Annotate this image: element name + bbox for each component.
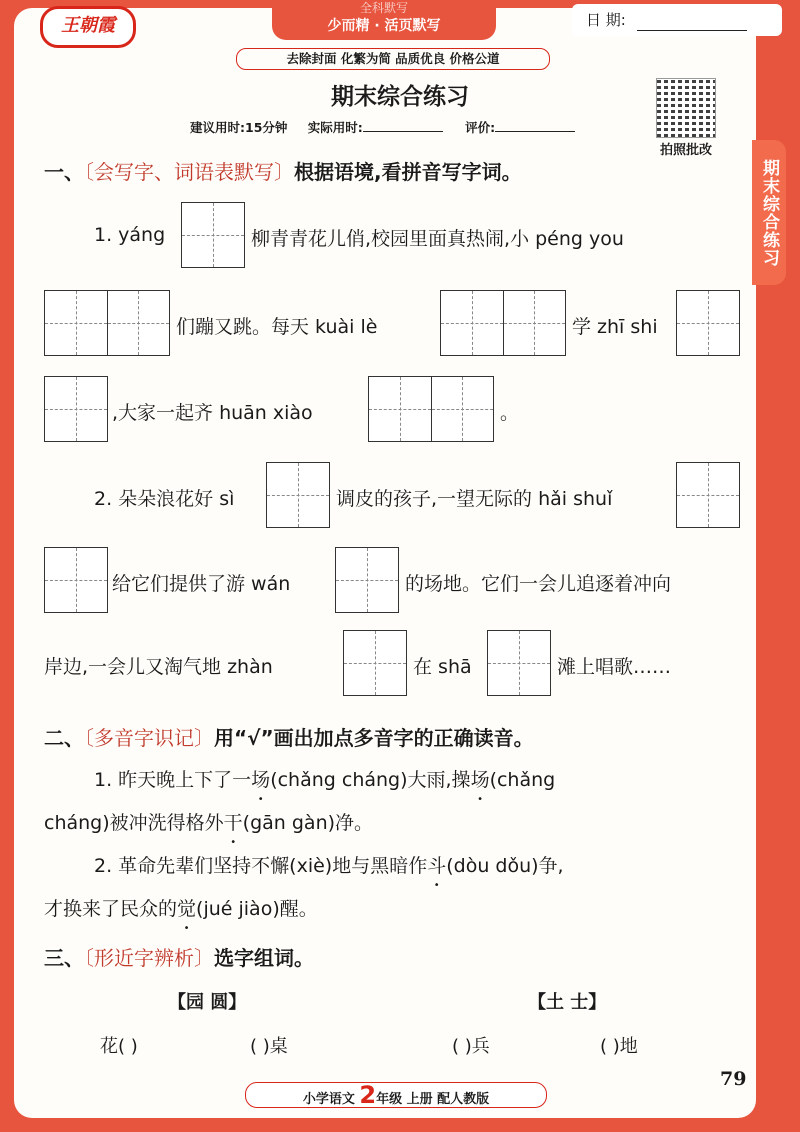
section3-tag: 〔形近字辨析〕 bbox=[84, 946, 214, 970]
date-blank[interactable] bbox=[637, 10, 747, 31]
writing-grid[interactable] bbox=[368, 376, 494, 442]
dotted-char: 觉 bbox=[177, 898, 197, 920]
writing-grid[interactable] bbox=[44, 290, 170, 356]
side-tab: 期末综合练习 bbox=[752, 140, 786, 285]
slogans: 去除封面 化繁为简 品质优良 价格公道 bbox=[236, 48, 550, 70]
page-number: 79 bbox=[720, 1068, 747, 1090]
suggested-time: 建议用时:15分钟 bbox=[190, 120, 288, 135]
section2-number: 二、 bbox=[44, 726, 84, 750]
writing-grid[interactable] bbox=[440, 290, 566, 356]
question-line bbox=[44, 808, 373, 835]
qr-code[interactable] bbox=[656, 78, 716, 138]
word-blank[interactable]: 花( ) bbox=[100, 1036, 138, 1057]
text: (jué jiào)醒。 bbox=[196, 898, 318, 920]
text: (gān gàn)净。 bbox=[242, 812, 374, 834]
banner-subtitle: 少而精 · 活页默写 bbox=[327, 18, 441, 34]
rating-blank[interactable] bbox=[495, 131, 575, 132]
text: (chǎng cháng)大雨,操 bbox=[270, 769, 471, 791]
pinyin-text: 滩上唱歌…… bbox=[557, 656, 672, 678]
section1-number: 一、 bbox=[44, 160, 84, 184]
word-blank[interactable]: ( )兵 bbox=[452, 1036, 490, 1057]
subject: 小学语文 bbox=[302, 1092, 355, 1107]
pinyin-text: 调皮的孩子,一望无际的 hǎi shuǐ bbox=[336, 488, 613, 510]
brand-logo: 王朝霞 bbox=[40, 6, 136, 48]
text: cháng)被冲洗得格外 bbox=[44, 812, 224, 834]
char-group-2: 【土 士】 bbox=[528, 992, 607, 1013]
writing-grid[interactable] bbox=[181, 202, 245, 268]
section3-title: 选字组词。 bbox=[214, 946, 314, 970]
grade-number: 2 bbox=[359, 1081, 377, 1109]
section1-heading bbox=[44, 156, 522, 185]
pinyin-text: ,大家一起齐 huān xiào bbox=[112, 402, 313, 424]
section1-title: 根据语境,看拼音写字词。 bbox=[294, 160, 522, 184]
pinyin-text: 的场地。它们一会儿追逐着冲向 bbox=[405, 573, 672, 595]
pinyin-text: 2. 朵朵浪花好 sì bbox=[94, 488, 235, 510]
writing-grid[interactable] bbox=[676, 290, 740, 356]
writing-grid[interactable] bbox=[44, 376, 108, 442]
qr-label: 拍照批改 bbox=[659, 143, 712, 158]
rating-label: 评价: bbox=[465, 120, 496, 135]
section3-number: 三、 bbox=[44, 946, 84, 970]
word-blank[interactable]: ( )地 bbox=[600, 1036, 638, 1057]
dotted-char: 斗 bbox=[427, 855, 447, 877]
writing-grid[interactable] bbox=[676, 462, 740, 528]
section3-heading bbox=[44, 942, 314, 971]
time-info bbox=[190, 118, 575, 136]
question-line bbox=[94, 765, 555, 792]
pinyin-text: 1. yáng bbox=[94, 224, 166, 246]
banner-top: 全科默写 bbox=[359, 1, 408, 15]
text: 才换来了民众的 bbox=[44, 898, 178, 920]
writing-grid[interactable] bbox=[343, 630, 407, 696]
pinyin-text: 学 zhī shi bbox=[572, 316, 658, 338]
writing-grid[interactable] bbox=[266, 462, 330, 528]
text: (chǎng bbox=[489, 769, 556, 791]
pinyin-text: 柳青青花儿俏,校园里面真热闹,小 péng you bbox=[251, 228, 624, 250]
grade-info: 年级 上册 配人教版 bbox=[376, 1092, 490, 1107]
page-title: 期末综合练习 bbox=[331, 84, 469, 110]
pinyin-text: 岸边,一会儿又淘气地 zhàn bbox=[44, 656, 273, 678]
writing-grid[interactable] bbox=[335, 547, 399, 613]
actual-time-label: 实际用时: bbox=[307, 120, 363, 135]
date-field[interactable] bbox=[572, 4, 782, 36]
writing-grid[interactable] bbox=[44, 547, 108, 613]
dotted-char: 场 bbox=[470, 769, 490, 791]
actual-time-blank[interactable] bbox=[363, 131, 443, 132]
series-banner bbox=[272, 0, 496, 40]
text: (dòu dǒu)争, bbox=[446, 855, 564, 877]
question-line bbox=[44, 894, 318, 921]
dotted-char: 场 bbox=[251, 769, 271, 791]
section2-tag: 〔多音字识记〕 bbox=[84, 726, 214, 750]
text: 1. 昨天晚上下了一 bbox=[94, 769, 252, 791]
writing-grid[interactable] bbox=[487, 630, 551, 696]
pinyin-text: 给它们提供了游 wán bbox=[112, 573, 291, 595]
dotted-char: 干 bbox=[223, 812, 243, 834]
char-group-1: 【园 圆】 bbox=[168, 992, 247, 1013]
pinyin-text: 在 shā bbox=[413, 656, 472, 678]
section2-heading bbox=[44, 722, 534, 751]
pinyin-text: 。 bbox=[500, 402, 520, 424]
question-line bbox=[94, 851, 564, 878]
pinyin-text: 们蹦又跳。每天 kuài lè bbox=[176, 316, 378, 338]
section2-title: 用“√”画出加点多音字的正确读音。 bbox=[214, 726, 534, 750]
word-blank[interactable]: ( )桌 bbox=[250, 1036, 288, 1057]
text: 2. 革命先辈们坚持不懈(xiè)地与黑暗作 bbox=[94, 855, 428, 877]
section1-tag: 〔会写字、词语表默写〕 bbox=[84, 160, 294, 184]
book-info-bar bbox=[245, 1082, 547, 1108]
date-label: 日 期: bbox=[586, 11, 626, 29]
